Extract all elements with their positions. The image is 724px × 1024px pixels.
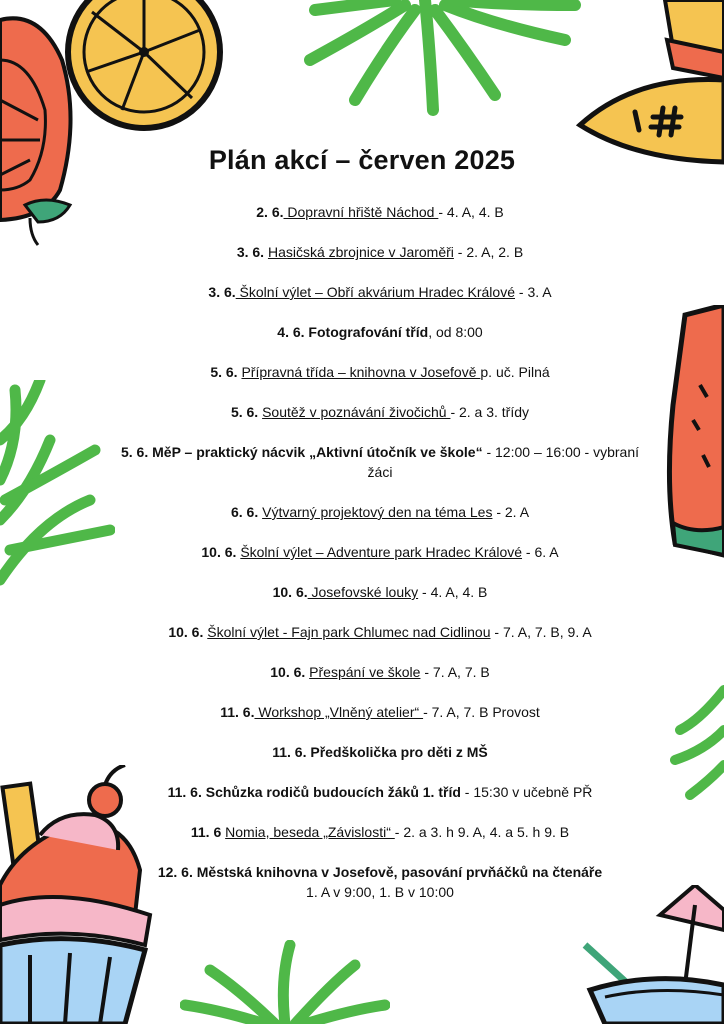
event-detail: - 7. A, 7. B: [420, 664, 490, 680]
event-link[interactable]: Hasičská zbrojnice v Jaroměři: [267, 244, 454, 260]
event-item: [110, 442, 650, 482]
event-date: 12. 6.: [157, 864, 193, 880]
event-detail: - 2. A, 2. B: [453, 244, 524, 260]
event-date: 3. 6.: [208, 284, 236, 300]
event-item: [110, 862, 650, 902]
event-item: [110, 362, 650, 382]
event-date: 3. 6.: [236, 244, 265, 260]
page-title: Plán akcí – červen 2025: [208, 145, 516, 175]
event-link[interactable]: Výtvarný projektový den na téma Les: [262, 504, 493, 520]
event-date: 5. 6.: [210, 364, 238, 380]
event-date: 10. 6.: [201, 544, 237, 560]
event-link[interactable]: Přespání ve škole: [309, 664, 421, 680]
palm-leaf-icon: [0, 380, 115, 590]
event-detail: - 2. A: [492, 504, 530, 520]
event-detail: 1. A v 9:00, 1. B v 10:00: [306, 884, 454, 900]
event-date: 4. 6.: [277, 324, 305, 340]
event-item: [110, 202, 650, 222]
event-list: [110, 202, 650, 922]
event-title: MěP – praktický nácvik „Aktivní útočník ve škole“: [152, 444, 483, 460]
event-item: [110, 742, 650, 762]
event-title: Předškolička pro děti z MŠ: [310, 744, 488, 760]
event-date: 10. 6.: [168, 624, 204, 640]
event-item: [110, 822, 650, 842]
orange-slice-icon: [62, 0, 232, 135]
event-date: 11. 6.: [220, 704, 255, 720]
event-date: 11. 6.: [272, 744, 307, 760]
event-date: 5. 6.: [120, 444, 149, 460]
palm-leaf-icon: [180, 940, 390, 1024]
event-date: 10. 6.: [270, 664, 306, 680]
event-detail: - 2. a 3. h 9. A, 4. a 5. h 9. B: [394, 824, 570, 840]
event-link[interactable]: Školní výlet – Obří akvárium Hradec Králové: [235, 284, 515, 300]
event-detail: - 4. A, 4. B: [418, 584, 488, 600]
event-link[interactable]: Dopravní hřiště Náchod: [283, 204, 439, 220]
event-item: [110, 282, 650, 302]
event-item: [110, 782, 650, 802]
event-item: [110, 502, 650, 522]
event-link[interactable]: Školní výlet - Fajn park Chlumec nad Cidlinou: [207, 624, 491, 640]
event-item: [110, 622, 650, 642]
event-date: 11. 6: [190, 824, 222, 840]
event-item: [110, 542, 650, 562]
event-link[interactable]: Nomia, beseda „Závislosti“: [225, 824, 395, 840]
event-item: [110, 582, 650, 602]
event-date: 2. 6.: [256, 204, 284, 220]
event-title: Fotografování tříd: [308, 324, 429, 340]
event-link[interactable]: Soutěž v poznávání živočichů: [262, 404, 451, 420]
event-detail: - 7. A, 7. B Provost: [423, 704, 540, 720]
event-item: [110, 242, 650, 262]
palm-leaf-icon: [670, 670, 724, 800]
event-detail: - 4. A, 4. B: [438, 204, 504, 220]
event-title: Městská knihovna v Josefově, pasování prvňáčků na čtenáře: [196, 864, 603, 880]
event-date: 5. 6.: [230, 404, 259, 420]
event-item: [110, 702, 650, 722]
event-detail: p. uč. Pilná: [480, 364, 550, 380]
palm-leaf-icon: [295, 0, 585, 125]
event-detail: - 6. A: [522, 544, 559, 560]
event-link[interactable]: Josefovské louky: [307, 584, 419, 600]
event-item: [110, 662, 650, 682]
event-detail: - 7. A, 7. B, 9. A: [490, 624, 592, 640]
event-detail: , od 8:00: [428, 324, 483, 340]
watermelon-icon: [665, 305, 724, 560]
event-detail: - 15:30 v učebně PŘ: [460, 784, 593, 800]
event-link[interactable]: Školní výlet – Adventure park Hradec Králové: [240, 544, 523, 560]
event-detail: - 12:00 – 16:00 - vybraní žáci: [367, 444, 640, 480]
event-detail: - 2. a 3. třídy: [450, 404, 530, 420]
event-title: Schůzka rodičů budoucích žáků 1. tříd: [205, 784, 461, 800]
event-date: 6. 6.: [230, 504, 259, 520]
event-detail: - 3. A: [515, 284, 552, 300]
event-date: 10. 6.: [272, 584, 308, 600]
event-date: 11. 6.: [167, 784, 202, 800]
event-item: [110, 322, 650, 342]
event-item: [110, 402, 650, 422]
event-link[interactable]: Workshop „Vlněný atelier“: [254, 704, 424, 720]
event-link[interactable]: Přípravná třída – knihovna v Josefově: [241, 364, 481, 380]
